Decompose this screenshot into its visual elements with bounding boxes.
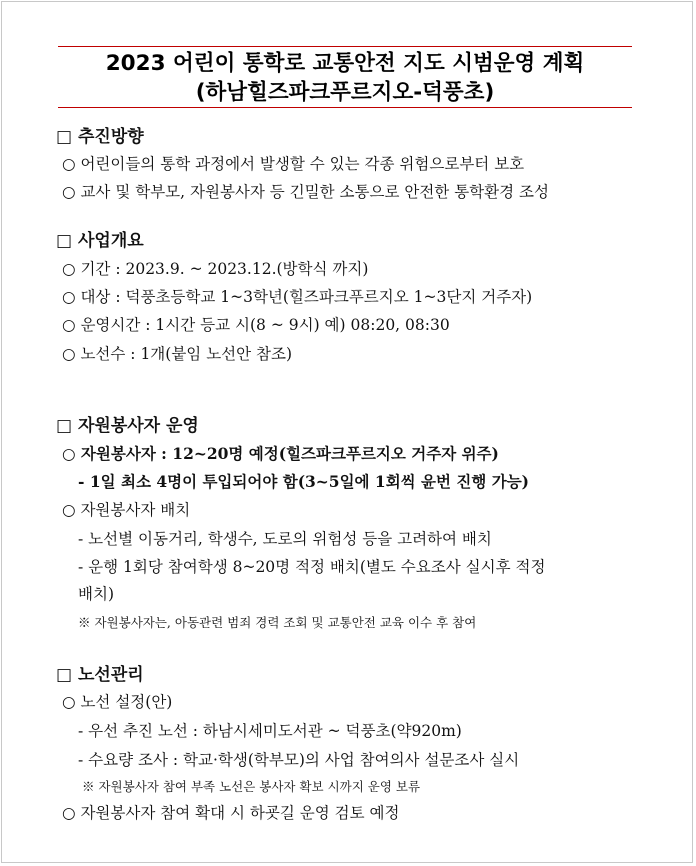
list-item: - 우선 추진 노선 : 하남시세미도서관 ~ 덕풍초(약920m) (78, 722, 462, 740)
list-item: ○ 교사 및 학부모, 자원봉사자 등 긴밀한 소통으로 안전한 통학환경 조성 (62, 183, 549, 201)
list-item: 배치) (78, 585, 114, 603)
section-heading-volunteers: □ 자원봉사자 운영 (56, 416, 199, 436)
list-item: ○ 자원봉사자 : 12~20명 예정(힐즈파크푸르지오 거주자 위주) (62, 444, 499, 463)
title-line-1: 2023 어린이 통학로 교통안전 지도 시범운영 계획 (105, 51, 585, 76)
title-line-2: (하남힐즈파크푸르지오-덕풍초) (195, 80, 495, 105)
list-item: ○ 자원봉사자 배치 (62, 501, 191, 519)
note: ※ 자원봉사자는, 아동관련 범죄 경력 조회 및 교통안전 교육 이수 후 참여 (78, 615, 477, 630)
list-item: - 수요량 조사 : 학교·학생(학부모)의 사업 참여의사 설문조사 실시 (78, 751, 520, 769)
note: ※ 자원봉사자 참여 부족 노선은 봉사자 확보 시까지 운영 보류 (82, 779, 421, 794)
list-item: ○ 자원봉사자 참여 확대 시 하굣길 운영 검토 예정 (62, 804, 400, 822)
list-item: - 운행 1회당 참여학생 8~20명 적정 배치(별도 수요조사 실시후 적정 (78, 558, 546, 576)
section-heading-direction: □ 추진방향 (56, 127, 144, 147)
list-item: ○ 기간 : 2023.9. ~ 2023.12.(방학식 까지) (62, 260, 369, 278)
document-title (58, 46, 632, 108)
list-item: - 노선별 이동거리, 학생수, 도로의 위험성 등을 고려하여 배치 (78, 530, 492, 548)
list-item: ○ 어린이들의 통학 과정에서 발생할 수 있는 각종 위험으로부터 보호 (62, 155, 525, 173)
section-heading-overview: □ 사업개요 (56, 231, 144, 251)
list-item: ○ 대상 : 덕풍초등학교 1~3학년(힐즈파크푸르지오 1~3단지 거주자) (62, 288, 533, 306)
list-item: ○ 노선수 : 1개(붙임 노선안 참조) (62, 345, 293, 363)
list-item: - 1일 최소 4명이 투입되어야 함(3~5일에 1회씩 윤번 진행 가능) (78, 472, 530, 491)
list-item: ○ 노선 설정(안) (62, 693, 173, 711)
section-heading-route: □ 노선관리 (56, 665, 144, 685)
list-item: ○ 운영시간 : 1시간 등교 시(8 ~ 9시) 예) 08:20, 08:30 (62, 316, 450, 334)
